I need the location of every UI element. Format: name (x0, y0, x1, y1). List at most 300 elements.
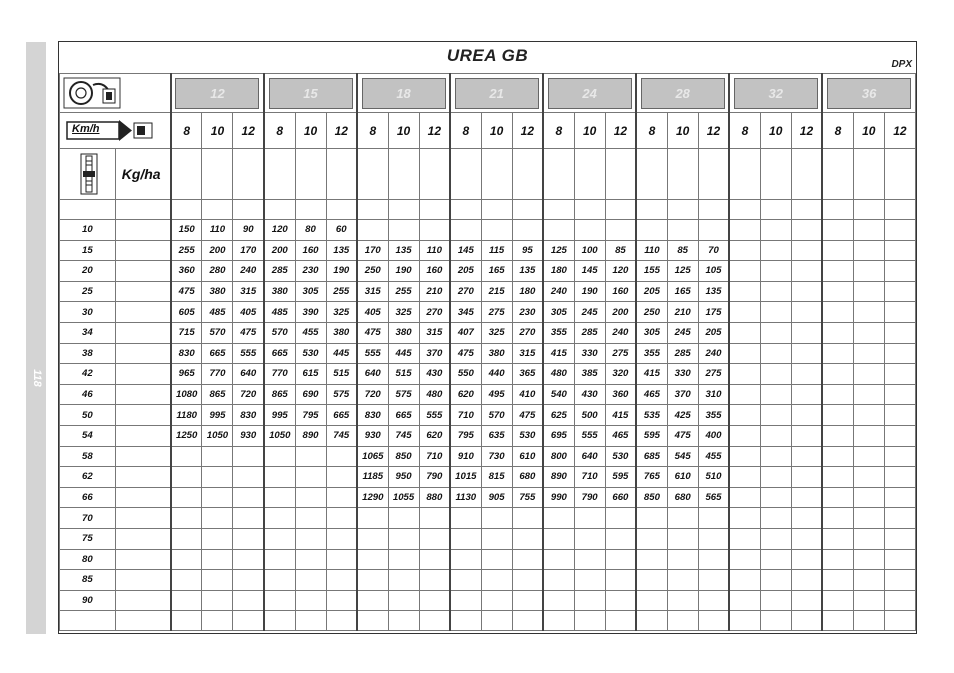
rate-value: 690 (295, 384, 326, 405)
table-row (60, 220, 916, 241)
speed-header-8: 8 (171, 113, 202, 149)
shutter-setting: 58 (60, 446, 116, 467)
rate-value: 200 (264, 240, 295, 261)
shutter-setting: 66 (60, 487, 116, 508)
blank-cell (388, 149, 419, 200)
rate-value (543, 528, 574, 549)
table-row (60, 240, 916, 261)
rate-value: 890 (543, 467, 574, 488)
table-row (60, 570, 916, 591)
rate-value: 160 (419, 261, 450, 282)
rate-value: 330 (574, 343, 605, 364)
rate-value (543, 570, 574, 591)
shutter-setting: 34 (60, 322, 116, 343)
rate-value (264, 528, 295, 549)
rate-value: 570 (481, 405, 512, 426)
blank-cell (115, 549, 171, 570)
rate-value (543, 220, 574, 241)
rate-value: 135 (326, 240, 357, 261)
speed-header-12: 12 (419, 113, 450, 149)
rate-value: 530 (605, 446, 636, 467)
rate-value: 110 (202, 220, 233, 241)
rate-value: 135 (388, 240, 419, 261)
rate-value: 90 (233, 220, 264, 241)
rate-value: 575 (388, 384, 419, 405)
rate-value (512, 590, 543, 611)
rate-value (202, 467, 233, 488)
working-width-label: 18 (362, 78, 446, 109)
rate-value: 190 (574, 281, 605, 302)
rate-value (884, 446, 915, 467)
rate-value (791, 570, 822, 591)
speed-header-8: 8 (450, 113, 481, 149)
rate-value (295, 590, 326, 611)
rate-value: 720 (233, 384, 264, 405)
blank-cell (326, 611, 357, 631)
rate-value: 575 (326, 384, 357, 405)
blank-cell (853, 611, 884, 631)
rate-value: 680 (667, 487, 698, 508)
rate-value: 475 (233, 322, 264, 343)
blank-cell (884, 200, 915, 220)
rate-value (574, 590, 605, 611)
rate-value (729, 425, 760, 446)
rate-value: 80 (295, 220, 326, 241)
rate-value: 795 (450, 425, 481, 446)
shutter-setting: 15 (60, 240, 116, 261)
rate-value: 485 (202, 302, 233, 323)
rate-value (419, 570, 450, 591)
rate-value (729, 281, 760, 302)
rate-value (729, 570, 760, 591)
rate-value (729, 261, 760, 282)
rate-value (760, 405, 791, 426)
working-width-label: 28 (641, 78, 725, 109)
speed-header-12: 12 (512, 113, 543, 149)
shutter-setting: 25 (60, 281, 116, 302)
rate-value (450, 508, 481, 529)
rate-value (884, 281, 915, 302)
rate-value: 770 (264, 364, 295, 385)
rate-value: 865 (264, 384, 295, 405)
rate-value (357, 570, 388, 591)
working-width-label: 32 (734, 78, 818, 109)
rate-value (760, 322, 791, 343)
rate-value (729, 302, 760, 323)
rate-value: 325 (326, 302, 357, 323)
rate-value (202, 528, 233, 549)
rate-value (853, 508, 884, 529)
blank-cell (115, 508, 171, 529)
rate-value: 540 (543, 384, 574, 405)
page-side-strip (26, 42, 46, 634)
rate-value: 535 (636, 405, 667, 426)
rate-value (884, 590, 915, 611)
rate-value: 410 (512, 384, 543, 405)
rate-value (450, 549, 481, 570)
rate-value: 275 (481, 302, 512, 323)
rate-value: 950 (388, 467, 419, 488)
table-row (60, 405, 916, 426)
rate-value: 380 (326, 322, 357, 343)
rate-value: 770 (202, 364, 233, 385)
blank-cell (605, 200, 636, 220)
rate-value (233, 590, 264, 611)
blank-cell (512, 149, 543, 200)
rate-value (791, 405, 822, 426)
rate-value: 550 (450, 364, 481, 385)
rate-value: 170 (233, 240, 264, 261)
rate-value: 145 (574, 261, 605, 282)
rate-value (791, 446, 822, 467)
rate-value: 475 (450, 343, 481, 364)
blank-cell (574, 611, 605, 631)
rate-value (171, 590, 202, 611)
rate-value: 360 (171, 261, 202, 282)
rate-value: 270 (512, 322, 543, 343)
title-bar (59, 42, 916, 74)
rate-value (264, 590, 295, 611)
rate-value (760, 261, 791, 282)
rate-value: 190 (326, 261, 357, 282)
shutter-setting: 42 (60, 364, 116, 385)
rate-value: 285 (667, 343, 698, 364)
table-row (60, 590, 916, 611)
width-header-18 (357, 74, 450, 113)
rate-value (760, 302, 791, 323)
rate-value: 570 (202, 322, 233, 343)
rate-value (388, 549, 419, 570)
rate-value (264, 467, 295, 488)
rate-value (884, 528, 915, 549)
rate-value (171, 528, 202, 549)
rate-value: 205 (636, 281, 667, 302)
rate-value (760, 364, 791, 385)
rate-value (388, 220, 419, 241)
blank-cell (729, 200, 760, 220)
blank-cell (667, 149, 698, 200)
rate-value (822, 487, 853, 508)
shutter-gauge-cell (60, 149, 116, 200)
rate-value: 150 (171, 220, 202, 241)
rate-value: 345 (450, 302, 481, 323)
rate-value: 430 (419, 364, 450, 385)
rate-value: 315 (233, 281, 264, 302)
rate-value (202, 487, 233, 508)
blank-cell (115, 425, 171, 446)
blank-cell (115, 322, 171, 343)
rate-value: 480 (419, 384, 450, 405)
rate-value: 250 (357, 261, 388, 282)
rate-value (822, 508, 853, 529)
rate-value (667, 508, 698, 529)
rate-value (450, 220, 481, 241)
rate-value (326, 487, 357, 508)
rate-value (791, 425, 822, 446)
table-title: UREA GB (446, 46, 529, 65)
rate-value (853, 384, 884, 405)
shutter-setting: 70 (60, 508, 116, 529)
rate-value: 830 (233, 405, 264, 426)
rate-value: 240 (605, 322, 636, 343)
blank-cell (543, 200, 574, 220)
rate-value (791, 467, 822, 488)
blank-cell (512, 200, 543, 220)
rate-value (202, 446, 233, 467)
rate-value: 465 (605, 425, 636, 446)
table-row (60, 261, 916, 282)
rate-value: 865 (202, 384, 233, 405)
rate-value: 445 (388, 343, 419, 364)
rate-value (264, 487, 295, 508)
rate-value (202, 549, 233, 570)
rate-value: 710 (419, 446, 450, 467)
rate-value (760, 446, 791, 467)
rate-value (729, 549, 760, 570)
blank-cell (760, 611, 791, 631)
rate-value: 830 (357, 405, 388, 426)
rate-value (729, 467, 760, 488)
rate-value (853, 220, 884, 241)
rate-value: 930 (233, 425, 264, 446)
width-header-15 (264, 74, 357, 113)
rate-value: 245 (574, 302, 605, 323)
blank-cell (450, 149, 481, 200)
rate-value (760, 425, 791, 446)
blank-cell (574, 200, 605, 220)
rate-value: 715 (171, 322, 202, 343)
speed-header-10: 10 (202, 113, 233, 149)
rate-value (822, 384, 853, 405)
rate-value: 315 (419, 322, 450, 343)
rate-value (853, 405, 884, 426)
rate-value (388, 508, 419, 529)
rate-value (729, 528, 760, 549)
blank-cell (884, 611, 915, 631)
rate-value: 440 (481, 364, 512, 385)
blank-cell (667, 611, 698, 631)
table-row (60, 446, 916, 467)
rate-value: 665 (388, 405, 419, 426)
rate-value: 405 (357, 302, 388, 323)
rate-value: 330 (667, 364, 698, 385)
blank-cell (791, 200, 822, 220)
rate-value (481, 590, 512, 611)
rate-value: 660 (605, 487, 636, 508)
blank-cell (605, 611, 636, 631)
rate-value: 205 (698, 322, 729, 343)
rate-value (636, 508, 667, 529)
rate-value (605, 570, 636, 591)
rate-value: 135 (512, 261, 543, 282)
speed-header-10: 10 (574, 113, 605, 149)
rate-value (822, 220, 853, 241)
rate-value: 1080 (171, 384, 202, 405)
rate-value: 555 (357, 343, 388, 364)
rate-value (605, 549, 636, 570)
rate-value: 355 (698, 405, 729, 426)
rate-value: 160 (605, 281, 636, 302)
rate-value (884, 220, 915, 241)
rate-value: 405 (233, 302, 264, 323)
rate-value (853, 261, 884, 282)
rate-value (605, 508, 636, 529)
shutter-setting: 90 (60, 590, 116, 611)
rate-value (264, 549, 295, 570)
blank-cell (295, 611, 326, 631)
blank-cell (115, 343, 171, 364)
rate-value: 905 (481, 487, 512, 508)
rate-value: 620 (419, 425, 450, 446)
rate-value (171, 549, 202, 570)
rate-value (512, 528, 543, 549)
blank-cell (115, 200, 171, 220)
rate-value (729, 220, 760, 241)
blank-cell (202, 611, 233, 631)
rate-value: 1180 (171, 405, 202, 426)
rate-value: 305 (636, 322, 667, 343)
rate-value: 745 (326, 425, 357, 446)
rate-value (729, 590, 760, 611)
rate-value (791, 590, 822, 611)
rate-value: 665 (326, 405, 357, 426)
rate-value: 555 (419, 405, 450, 426)
rate-value (729, 405, 760, 426)
blank-cell (171, 611, 202, 631)
rate-value: 155 (636, 261, 667, 282)
rate-value (171, 487, 202, 508)
rate-value: 400 (698, 425, 729, 446)
rate-value: 415 (605, 405, 636, 426)
rate-value: 275 (698, 364, 729, 385)
blank-cell (543, 611, 574, 631)
table-row (60, 549, 916, 570)
rate-value (636, 570, 667, 591)
rate-value: 515 (326, 364, 357, 385)
rate-value: 510 (698, 467, 729, 488)
width-header-36 (822, 74, 915, 113)
blank-cell (171, 200, 202, 220)
rate-value (698, 570, 729, 591)
rate-value (853, 549, 884, 570)
speed-header-10: 10 (667, 113, 698, 149)
blank-cell (202, 200, 233, 220)
rate-value: 365 (512, 364, 543, 385)
rate-value (760, 549, 791, 570)
rate-value: 475 (357, 322, 388, 343)
rate-value (264, 508, 295, 529)
rate-value (233, 570, 264, 591)
blank-cell (822, 611, 853, 631)
rate-value: 385 (574, 364, 605, 385)
rate-value (295, 508, 326, 529)
rate-value (853, 322, 884, 343)
rate-value (822, 240, 853, 261)
rate-value: 995 (264, 405, 295, 426)
rate-value: 595 (605, 467, 636, 488)
blank-cell (760, 149, 791, 200)
speed-header-12: 12 (605, 113, 636, 149)
rate-value: 190 (388, 261, 419, 282)
blank-cell (481, 611, 512, 631)
shutter-gauge-icon (80, 153, 98, 195)
rate-value (884, 405, 915, 426)
rate-value (791, 384, 822, 405)
rate-value: 880 (419, 487, 450, 508)
rate-value (512, 220, 543, 241)
rate-value: 245 (667, 322, 698, 343)
rate-value: 765 (636, 467, 667, 488)
rate-value (636, 549, 667, 570)
rate-value: 200 (202, 240, 233, 261)
rate-value: 315 (512, 343, 543, 364)
rate-value (760, 467, 791, 488)
speed-icon-cell (60, 113, 171, 149)
rate-value: 815 (481, 467, 512, 488)
rate-value (791, 302, 822, 323)
blank-cell (115, 261, 171, 282)
rate-value (357, 220, 388, 241)
blank-cell (115, 405, 171, 426)
blank-cell (326, 149, 357, 200)
rate-value: 1050 (264, 425, 295, 446)
rate-value (853, 590, 884, 611)
blank-cell (295, 149, 326, 200)
blank-cell (115, 467, 171, 488)
rate-value (295, 528, 326, 549)
blank-cell (202, 149, 233, 200)
rate-value: 850 (388, 446, 419, 467)
rate-value (853, 446, 884, 467)
rate-value (698, 590, 729, 611)
rate-value (543, 549, 574, 570)
blank-cell (729, 149, 760, 200)
blank-cell (698, 611, 729, 631)
speed-header-12: 12 (791, 113, 822, 149)
speed-header-8: 8 (636, 113, 667, 149)
rotor-icon-cell (60, 74, 171, 113)
rate-value: 310 (698, 384, 729, 405)
blank-cell (636, 611, 667, 631)
rate-value (884, 549, 915, 570)
rate-value: 407 (450, 322, 481, 343)
blank-cell (450, 200, 481, 220)
rate-value (636, 528, 667, 549)
rate-value: 215 (481, 281, 512, 302)
rate-value: 85 (605, 240, 636, 261)
rate-value: 695 (543, 425, 574, 446)
rate-value (760, 508, 791, 529)
blank-cell (853, 149, 884, 200)
rate-value: 720 (357, 384, 388, 405)
rate-value (636, 220, 667, 241)
rate-value (295, 467, 326, 488)
rate-value (667, 220, 698, 241)
table-row (60, 364, 916, 385)
rate-value (884, 302, 915, 323)
rate-value (419, 549, 450, 570)
rate-value: 790 (574, 487, 605, 508)
rate-value: 1290 (357, 487, 388, 508)
rate-value: 530 (512, 425, 543, 446)
rate-value (822, 570, 853, 591)
rate-value: 280 (202, 261, 233, 282)
rate-value (822, 528, 853, 549)
rate-value (667, 570, 698, 591)
blank-cell (357, 149, 388, 200)
rate-value: 545 (667, 446, 698, 467)
rate-value (822, 549, 853, 570)
